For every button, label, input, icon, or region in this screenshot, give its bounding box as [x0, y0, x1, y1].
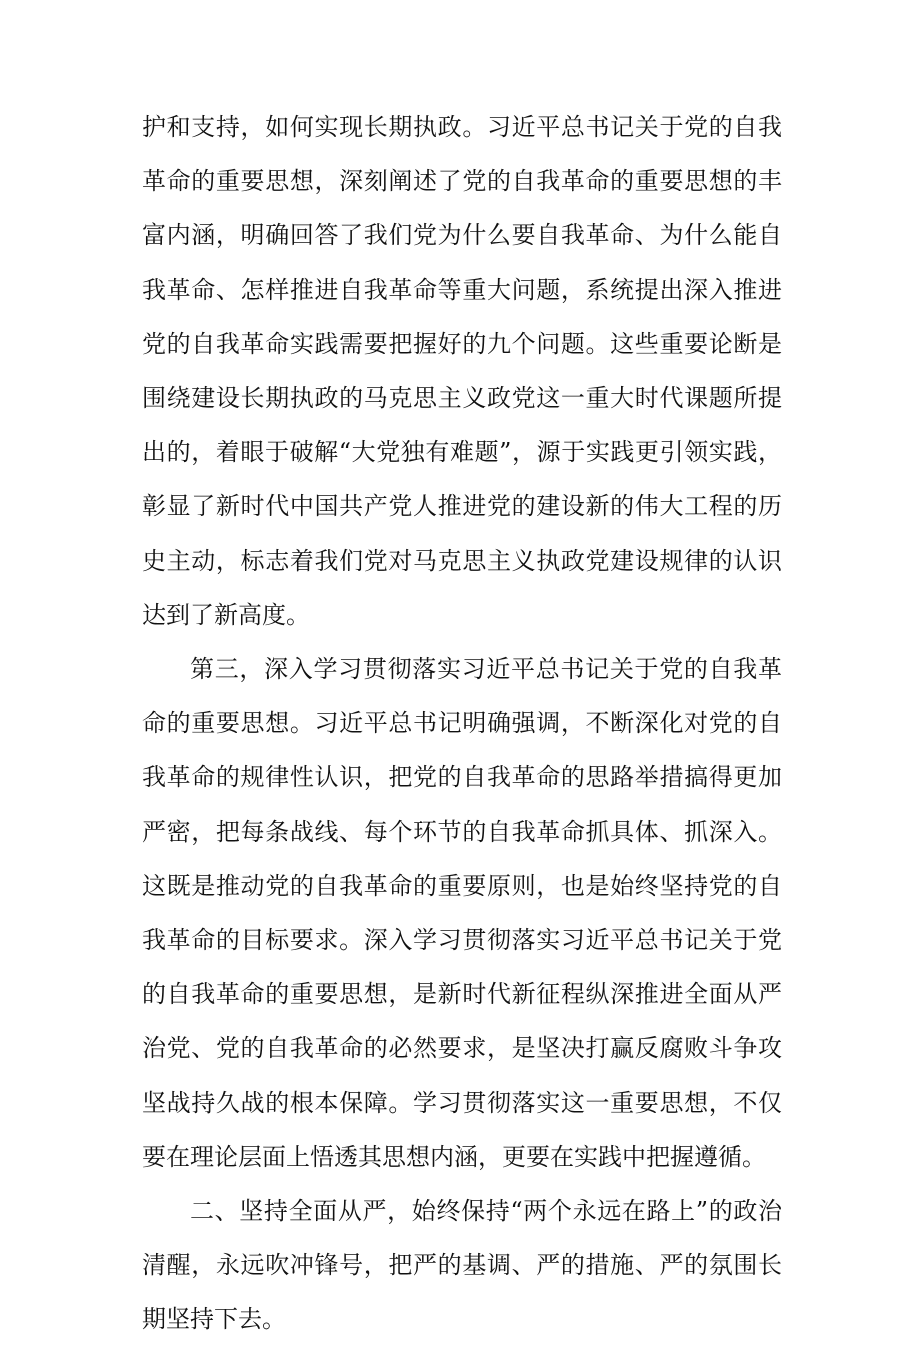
paragraph-section-three: 第三，深入学习贯彻落实习近平总书记关于党的自我革命的重要思想。习近平总书记明确强调，不断深化对党的自我革命的规律性认识，把党的自我革命的思路举措搞得更加严密，把每条战线、每个环节的自我革命抓具体、抓深入。这既是推动党的自我革命的重要原则，也是始终坚持党的自我革命的目标要求。深入学习贯彻落实习近平总书记关于党的自我革命的重要思想，是新时代新征程纵深推进全面从严治党、党的自我革命的必然要求，是坚决打赢反腐败斗争攻坚战持久战的根本保障。学习贯彻落实这一重要思想，不仅要在理论层面上悟透其思想内涵，更要在实践中把握遵循。: [142, 655, 782, 1171]
paragraph-continued: 护和支持，如何实现长期执政。习近平总书记关于党的自我革命的重要思想，深刻阐述了党的自我革命的重要思想的丰富内涵，明确回答了我们党为什么要自我革命、为什么能自我革命、怎样推进自我革命等重大问题，系统提出深入推进党的自我革命实践需要把握好的九个问题。这些重要论断是围绕建设长期执政的马克思主义政党这一重大时代课题所提出的，着眼于破解“大党独有难题”，源于实践更引领实践，彰显了新时代中国共产党人推进党的建设新的伟大工程的历史主动，标志着我们党对马克思主义执政党建设规律的认识达到了新高度。: [142, 113, 782, 629]
body-text: [142, 100, 782, 1347]
paragraph-heading-two: 二、坚持全面从严，始终保持“两个永远在路上”的政治清醒，永远吹冲锋号，把严的基调、严的措施、严的氛围长期坚持下去。: [142, 1197, 782, 1334]
